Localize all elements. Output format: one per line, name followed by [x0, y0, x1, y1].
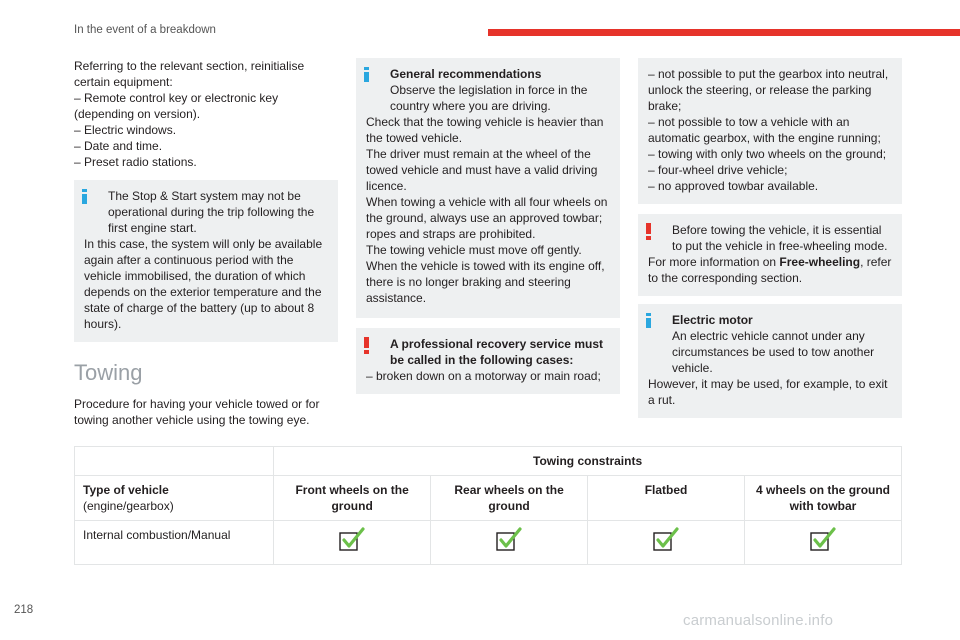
table-cell [588, 521, 745, 565]
warning-item: – broken down on a motorway or main road; [366, 369, 601, 383]
towing-constraints-table [74, 446, 902, 565]
column-header: Front wheels on the ground [274, 476, 431, 521]
warning-icon [364, 337, 369, 354]
info-prefix: For more information on [648, 255, 780, 269]
row-label: Internal combustion/Manual [75, 521, 274, 565]
note-body: In this case, the system will only be available again after a continuous period with the vehicle immobilised, the duration of which depends on the exterior temperature and the state of charge of the battery (up to about 8 hours). [84, 237, 323, 331]
table-cell [274, 521, 431, 565]
section-title: Towing [74, 360, 143, 385]
list-item: – Preset radio stations. [74, 155, 197, 169]
table-row [75, 521, 902, 565]
note-line: The driver must remain at the wheel of the towed vehicle and must have a valid driving licence. [366, 147, 598, 193]
running-header: In the event of a breakdown [74, 24, 216, 36]
note-line: When the vehicle is towed with its engine off, there is no longer braking and steering assistance. [366, 259, 605, 305]
note-first-line: The Stop & Start system may not be operational during the trip following the first engine start. [108, 189, 315, 235]
intro-text: Referring to the relevant section, reinitialise certain equipment: [74, 59, 305, 89]
table-header-row [75, 476, 902, 521]
checkmark-icon [282, 527, 422, 553]
column-2 [356, 58, 620, 402]
free-wheeling-warning [638, 214, 902, 296]
list-item: – no approved towbar available. [648, 179, 819, 193]
stop-start-note [74, 180, 338, 342]
list-item: – Remote control key or electronic key (depending on version). [74, 91, 279, 121]
table-cell [431, 521, 588, 565]
type-sub: (engine/gearbox) [83, 499, 174, 513]
table-caption: Towing constraints [274, 447, 902, 476]
list-item: – Electric windows. [74, 123, 177, 137]
checkmark-icon [753, 527, 893, 553]
electric-motor-note [638, 304, 902, 418]
warning-title: A professional recovery service must be called in the following cases: [390, 337, 603, 367]
checkmark-icon [439, 527, 579, 553]
list-item: – not possible to put the gearbox into neutral, unlock the steering, or release the parking brake; [648, 67, 889, 113]
info-suffix: , refer to the corresponding section. [648, 255, 892, 285]
note-title: Electric motor [672, 313, 753, 327]
warning-icon [646, 223, 651, 240]
column-header: Rear wheels on the ground [431, 476, 588, 521]
column-header: Flatbed [588, 476, 745, 521]
note-line: Check that the towing vehicle is heavier than the towed vehicle. [366, 115, 604, 145]
note-line: The towing vehicle must move off gently. [366, 243, 582, 257]
list-item: – Date and time. [74, 139, 163, 153]
note-body: However, it may be used, for example, to exit a rut. [648, 377, 888, 407]
warning-info [648, 254, 892, 286]
recovery-service-warning [356, 328, 620, 394]
column-header [75, 476, 274, 521]
info-icon [82, 189, 87, 204]
page-number: 218 [14, 604, 34, 616]
column-1 [74, 58, 338, 428]
note-line: When towing a vehicle with all four wheels on the ground, always use an approved towbar; ropes and straps are prohibited. [366, 195, 608, 241]
table-cell [745, 521, 902, 565]
recovery-cases-list [638, 58, 902, 204]
watermark: carmanualsonline.info [683, 612, 834, 629]
table-caption-row [75, 447, 902, 476]
info-icon [646, 313, 651, 328]
free-wheeling-link[interactable]: Free-wheeling [779, 255, 861, 269]
table-cell [75, 447, 274, 476]
warning-first-line: Before towing the vehicle, it is essential to put the vehicle in free-wheeling mode. [672, 223, 888, 253]
note-line: Observe the legislation in force in the country where you are driving. [390, 83, 588, 113]
note-title: General recommendations [390, 67, 542, 81]
header-accent-bar [488, 29, 960, 36]
list-item: – not possible to tow a vehicle with an automatic gearbox, with the engine running; [648, 115, 881, 145]
column-3 [638, 58, 902, 426]
section-intro: Procedure for having your vehicle towed or for towing another vehicle using the towing eye. [74, 397, 320, 427]
type-label: Type of vehicle [83, 483, 169, 497]
column-header: 4 wheels on the ground with towbar [745, 476, 902, 521]
checkmark-icon [596, 527, 736, 553]
note-first-line: An electric vehicle cannot under any circumstances be used to tow another vehicle. [672, 329, 875, 375]
list-item: – four-wheel drive vehicle; [648, 163, 788, 177]
general-recommendations-note [356, 58, 620, 318]
info-icon [364, 67, 369, 82]
list-item: – towing with only two wheels on the ground; [648, 147, 887, 161]
